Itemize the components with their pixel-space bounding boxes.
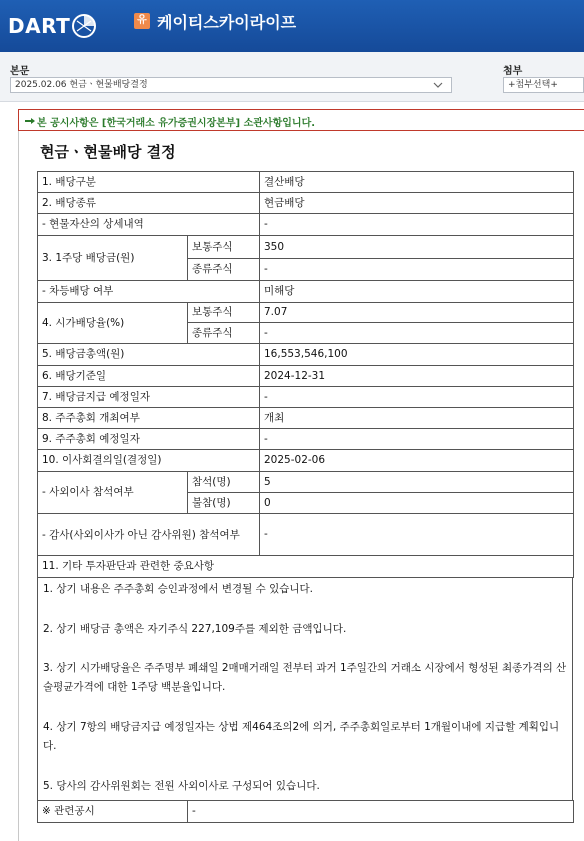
row-value: 0 [260, 493, 574, 514]
row-label: 6. 배당기준일 [38, 366, 260, 387]
table-row [38, 556, 574, 578]
app-header [0, 0, 584, 52]
market-badge: 유 [134, 13, 150, 29]
row-label: - 차등배당 여부 [38, 281, 260, 303]
notice-bar [18, 109, 584, 131]
company-name[interactable]: 케이티스카이라이프 [157, 13, 297, 32]
row-value: - [260, 323, 574, 344]
row-sublabel: 보통주식 [188, 303, 260, 323]
row-value: 개최 [260, 408, 574, 429]
document-select-value: 2025.02.06 현금ㆍ현물배당결정 [15, 80, 148, 90]
row-value: - [260, 387, 574, 408]
row-value: 5 [260, 472, 574, 493]
row-value: - [260, 259, 574, 281]
document-select[interactable] [10, 77, 452, 93]
row-label: 7. 배당금지급 예정일자 [38, 387, 260, 408]
row-sublabel: 종류주식 [188, 323, 260, 344]
document-title: 현금ㆍ현물배당 결정 [40, 143, 176, 161]
table-row [38, 366, 574, 387]
table-row [38, 303, 574, 323]
table-row [38, 408, 574, 429]
note-item: 3. 상기 시가배당율은 주주명부 폐쇄일 2매매거래일 전부터 과거 1주일간의 거래소 시장에서 형성된 최종가격의 산술평균가격에 대한 1주당 백분율입니다. [43, 662, 567, 693]
row-label: 10. 이사회결의일(결정일) [38, 450, 260, 472]
table-row [38, 387, 574, 408]
note-item: 1. 상기 내용은 주주총회 승인과정에서 변경될 수 있습니다. [43, 583, 314, 595]
row-label: 8. 주주총회 개최여부 [38, 408, 260, 429]
table-row [38, 172, 574, 193]
row-sublabel: 보통주식 [188, 236, 260, 259]
chevron-down-icon [433, 80, 443, 90]
table-row [38, 472, 574, 493]
table-row [38, 801, 574, 823]
row-value: 2024-12-31 [260, 366, 574, 387]
table-row [38, 281, 574, 303]
notes-box [37, 578, 573, 801]
logo-text: DART [8, 14, 71, 38]
table-row [38, 214, 574, 236]
row-label: 4. 시가배당율(%) [38, 303, 188, 344]
logo-mark-icon [71, 13, 97, 39]
row-value: 16,553,546,100 [260, 344, 574, 366]
row-label: - 사외이사 참석여부 [38, 472, 188, 514]
toolbar [0, 52, 584, 102]
row-sublabel: 종류주식 [188, 259, 260, 281]
row-label: 5. 배당금총액(원) [38, 344, 260, 366]
row-label: 3. 1주당 배당금(원) [38, 236, 188, 281]
notice-text: 본 공시사항은 [한국거래소 유가증권시장본부] 소관사항입니다. [37, 118, 316, 129]
row-label: 11. 기타 투자판단과 관련한 중요사항 [38, 556, 574, 578]
attachment-label: 첨부 [503, 66, 523, 77]
table-row [38, 429, 574, 450]
row-sublabel: 불참(명) [188, 493, 260, 514]
row-value: - [260, 214, 574, 236]
attachment-select-value: +첨부선택+ [508, 80, 558, 90]
table-row [38, 344, 574, 366]
dividend-table [37, 171, 574, 578]
row-value: 2025-02-06 [260, 450, 574, 472]
related-value: - [188, 801, 574, 823]
table-row [38, 514, 574, 556]
row-sublabel: 참석(명) [188, 472, 260, 493]
row-value: - [260, 514, 574, 556]
row-label: 9. 주주총회 예정일자 [38, 429, 260, 450]
row-value: 현금배당 [260, 193, 574, 214]
table-row [38, 193, 574, 214]
row-label: - 감사(사외이사가 아닌 감사위원) 참석여부 [38, 514, 260, 556]
related-disclosure-table [37, 800, 574, 823]
dart-logo[interactable] [8, 13, 97, 39]
row-label: - 현물자산의 상세내역 [38, 214, 260, 236]
row-value: 7.07 [260, 303, 574, 323]
row-value: 미해당 [260, 281, 574, 303]
row-label: 1. 배당구분 [38, 172, 260, 193]
row-value: 350 [260, 236, 574, 259]
note-item: 2. 상기 배당금 총액은 자기주식 227,109주를 제외한 금액입니다. [43, 623, 347, 635]
table-row [38, 450, 574, 472]
row-value: - [260, 429, 574, 450]
table-row [38, 236, 574, 259]
related-label: ※ 관련공시 [38, 801, 188, 823]
pointing-hand-icon [24, 114, 36, 126]
note-item: 5. 당사의 감사위원회는 전원 사외이사로 구성되어 있습니다. [43, 780, 320, 792]
row-value: 결산배당 [260, 172, 574, 193]
row-label: 2. 배당종류 [38, 193, 260, 214]
main-doc-label: 본문 [10, 66, 30, 77]
attachment-select[interactable] [503, 77, 584, 93]
note-item: 4. 상기 7항의 배당금지급 예정일자는 상법 제464조의2에 의거, 주주총회일로부터 1개월이내에 지급할 계획입니다. [43, 721, 560, 752]
